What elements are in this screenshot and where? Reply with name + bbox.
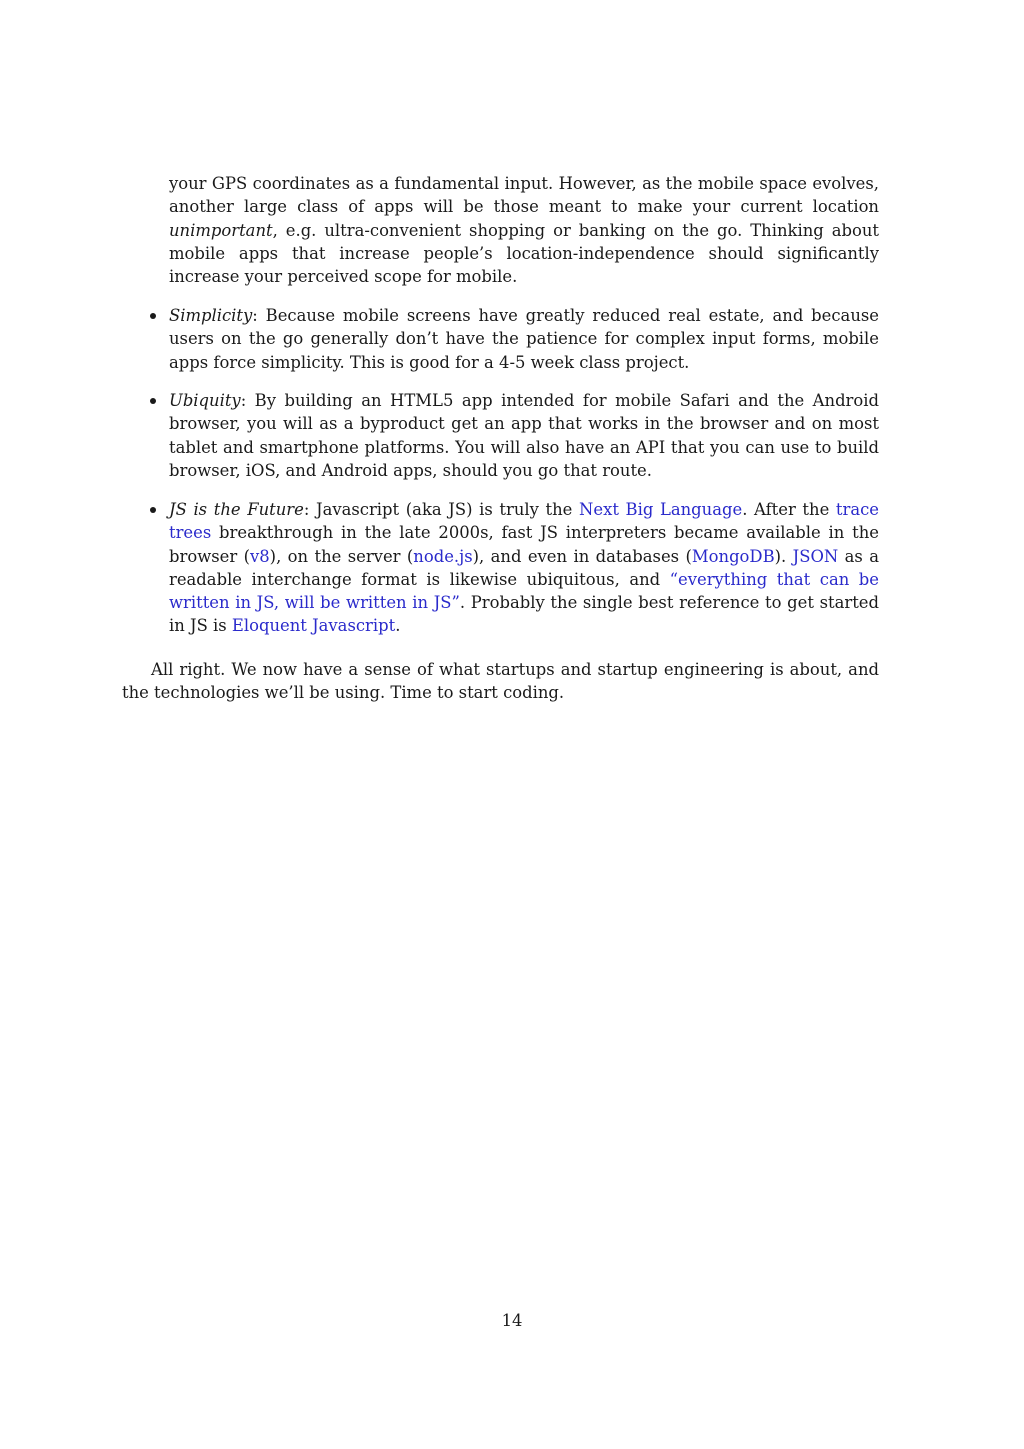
continued-bullet-paragraph <box>169 172 879 288</box>
bullet-point-icon <box>150 507 156 513</box>
link-eloquent-javascript[interactable]: Eloquent Javascript <box>231 616 396 636</box>
link-json[interactable]: JSON <box>792 546 839 566</box>
bullet-text: : Because mobile screens have greatly reduced real estate, and because users on the go generally don’t have the patience for complex input forms, mobile apps force simplicity. This is good for a 4-5 week class project. <box>169 306 879 372</box>
bullet-text: ). <box>774 546 793 566</box>
link-v8[interactable]: v8 <box>249 546 270 566</box>
bullet-point-icon <box>150 313 156 319</box>
bullet-text: : By building an HTML5 app intended for mobile Safari and the Android browser, you will as a byproduct get an app that works in the browser and on most tablet and smartphone platforms. You will also have an API that you can use to build browser, iOS, and Android apps, should you go that route. <box>169 391 879 480</box>
bullet-ubiquity <box>169 389 879 482</box>
bullet-text: . After the <box>742 500 836 519</box>
closing-paragraph: All right. We now have a sense of what startups and startup engineering is about, and the technologies we’ll be using. Time to start coding. <box>122 660 879 703</box>
bullet-point-icon <box>150 398 156 404</box>
bullet-term: Simplicity <box>169 306 253 325</box>
bullet-simplicity <box>169 304 879 374</box>
paragraph-text: your GPS coordinates as a fundamental input. However, as the mobile space evolves, another large class of apps will be those meant to make your current location <box>169 174 879 217</box>
bullet-term: Ubiquity <box>169 391 241 410</box>
bullet-text: : Javascript (aka JS) is truly the <box>303 500 580 519</box>
bullet-text: as a readable interchange format is likewise ubiquitous, and <box>169 546 879 589</box>
link-trace-trees[interactable]: trace trees <box>169 500 879 543</box>
link-mongodb[interactable]: MongoDB <box>691 546 775 566</box>
bullet-term: JS is the Future <box>169 500 304 519</box>
paragraph-text: , e.g. ultra-convenient shopping or banking on the go. Thinking about mobile apps that increase people’s location-independence should significantly increase your perceived scope for mobile. <box>169 220 879 287</box>
emphasized-word: unimportant <box>169 220 273 240</box>
bullet-js-future <box>169 498 879 638</box>
link-next-big-language[interactable]: Next Big Language <box>579 500 743 519</box>
bullet-text: ), and even in databases ( <box>472 546 692 566</box>
link-everything-js-quote[interactable]: “everything that can be written in JS, will be written in JS” <box>169 569 879 613</box>
page-number: 14 <box>501 1311 523 1330</box>
link-nodejs[interactable]: node.js <box>413 546 473 566</box>
bullet-text: . <box>395 616 401 636</box>
bullet-text: ), on the server ( <box>269 546 414 566</box>
bullet-text: breakthrough in the late 2000s, fast JS interpreters became available in the browser ( <box>169 523 879 566</box>
bullet-text: . Probably the single best reference to get started in JS is <box>169 593 879 636</box>
